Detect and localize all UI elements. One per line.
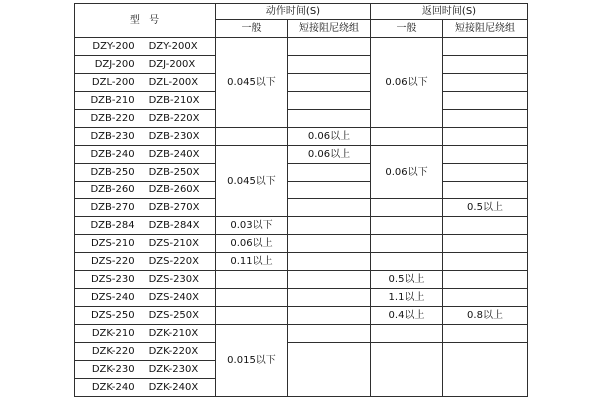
model-name-x: DZK-220X (148, 345, 199, 357)
return-general-cell: 0.06以下 (371, 38, 443, 128)
return-damping-cell (443, 127, 528, 145)
model-cell (75, 325, 216, 343)
model-cell (75, 307, 216, 325)
action-damping-cell (288, 307, 371, 325)
table-row (75, 217, 528, 235)
table-row (75, 199, 528, 217)
model-name: DZK-220 (91, 345, 135, 357)
return-general-cell (371, 217, 443, 235)
model-name-x: DZY-200X (148, 40, 198, 52)
model-name-x: DZJ-200X (148, 58, 196, 70)
model-cell (75, 342, 216, 360)
model-cell (75, 360, 216, 378)
return-damping-cell (443, 145, 528, 163)
action-time-header: 动作时间(S) (216, 4, 371, 20)
model-cell (75, 38, 216, 56)
model-name: DZJ-200 (94, 58, 135, 70)
table-row (75, 181, 528, 199)
return-damping-cell (443, 38, 528, 56)
model-cell (75, 199, 216, 217)
action-damping-cell (288, 181, 371, 199)
return-general-subheader: 一般 (371, 20, 443, 38)
table-row (75, 342, 528, 360)
return-damping-cell: 0.8以上 (443, 307, 528, 325)
model-name: DZK-210 (91, 327, 135, 339)
table-row (75, 271, 528, 289)
action-damping-cell: 0.06以上 (288, 145, 371, 163)
action-general-cell: 0.045以下 (216, 145, 288, 217)
model-name: DZK-230 (91, 363, 135, 375)
model-name-x: DZB-260X (148, 184, 200, 196)
table-row (75, 145, 528, 163)
model-name-x: DZK-240X (148, 381, 199, 393)
table-row (75, 253, 528, 271)
return-general-cell: 0.4以上 (371, 307, 443, 325)
model-name: DZS-220 (90, 256, 135, 268)
action-damping-cell (288, 342, 371, 396)
action-general-cell (216, 127, 288, 145)
model-cell (75, 235, 216, 253)
return-damping-cell (443, 235, 528, 253)
model-name-x: DZB-270X (148, 202, 200, 214)
return-general-cell: 1.1以上 (371, 289, 443, 307)
action-general-cell (216, 307, 288, 325)
action-damping-cell (288, 199, 371, 217)
model-name: DZB-250 (90, 166, 135, 178)
model-name: DZL-200 (91, 76, 135, 88)
model-cell (75, 378, 216, 396)
return-general-cell (371, 325, 443, 343)
model-name: DZB-270 (90, 202, 135, 214)
table-row (75, 73, 528, 91)
model-name: DZB-240 (90, 148, 135, 160)
action-general-cell: 0.11以上 (216, 253, 288, 271)
model-name-x: DZS-250X (148, 310, 200, 322)
model-name-x: DZB-240X (148, 148, 200, 160)
action-general-cell: 0.03以下 (216, 217, 288, 235)
return-general-cell (371, 253, 443, 271)
return-damping-cell: 0.5以上 (443, 199, 528, 217)
return-damping-cell (443, 109, 528, 127)
action-damping-cell (288, 38, 371, 56)
return-damping-cell (443, 289, 528, 307)
model-name: DZB-260 (90, 184, 135, 196)
action-damping-subheader: 短接阻尼绕组 (288, 20, 371, 38)
model-name: DZS-250 (90, 310, 135, 322)
action-damping-cell (288, 253, 371, 271)
return-general-cell (371, 127, 443, 145)
action-damping-cell (288, 325, 371, 343)
model-cell (75, 91, 216, 109)
action-damping-cell (288, 271, 371, 289)
table-row (75, 55, 528, 73)
return-damping-cell (443, 181, 528, 199)
return-damping-cell (443, 271, 528, 289)
model-name-x: DZB-230X (148, 130, 200, 142)
model-cell (75, 289, 216, 307)
model-cell (75, 181, 216, 199)
model-name: DZB-284 (90, 220, 135, 232)
model-cell (75, 163, 216, 181)
return-damping-cell (443, 55, 528, 73)
table-row (75, 91, 528, 109)
table-row (75, 38, 528, 56)
action-damping-cell (288, 235, 371, 253)
action-damping-cell (288, 217, 371, 235)
action-general-cell (216, 271, 288, 289)
table-row (75, 235, 528, 253)
return-damping-cell (443, 217, 528, 235)
action-general-cell: 0.045以下 (216, 38, 288, 128)
model-name: DZS-210 (90, 238, 135, 250)
return-general-cell (371, 342, 443, 396)
return-general-cell (371, 235, 443, 253)
model-cell (75, 145, 216, 163)
return-time-header: 返回时间(S) (371, 4, 528, 20)
model-name: DZB-210 (90, 94, 135, 106)
table-row (75, 163, 528, 181)
model-name-x: DZS-210X (148, 238, 200, 250)
table-body (75, 38, 528, 397)
action-damping-cell (288, 109, 371, 127)
return-damping-cell (443, 73, 528, 91)
model-name-x: DZK-210X (148, 327, 199, 339)
action-damping-cell (288, 55, 371, 73)
model-name-x: DZS-220X (148, 256, 200, 268)
model-cell (75, 271, 216, 289)
model-cell (75, 73, 216, 91)
action-general-cell (216, 289, 288, 307)
action-damping-cell: 0.06以上 (288, 127, 371, 145)
return-damping-subheader: 短接阻尼绕组 (443, 20, 528, 38)
model-name-x: DZB-220X (148, 112, 200, 124)
model-name-x: DZS-230X (148, 274, 200, 286)
model-name-x: DZS-240X (148, 292, 200, 304)
model-name: DZY-200 (92, 40, 135, 52)
model-cell (75, 109, 216, 127)
table-row (75, 307, 528, 325)
action-general-cell: 0.06以上 (216, 235, 288, 253)
action-damping-cell (288, 289, 371, 307)
model-name-x: DZB-250X (148, 166, 200, 178)
action-general-subheader: 一般 (216, 20, 288, 38)
table-row (75, 325, 528, 343)
model-name-x: DZB-284X (148, 220, 200, 232)
table-row (75, 127, 528, 145)
action-damping-cell (288, 73, 371, 91)
model-header-cell: 型 号 (75, 4, 216, 38)
return-damping-cell (443, 91, 528, 109)
relay-timing-table (74, 3, 528, 397)
model-cell (75, 55, 216, 73)
return-damping-cell (443, 325, 528, 343)
model-name: DZB-230 (90, 130, 135, 142)
table-header (75, 4, 528, 38)
action-damping-cell (288, 163, 371, 181)
model-name: DZB-220 (90, 112, 135, 124)
model-name-x: DZL-200X (148, 76, 199, 88)
model-cell (75, 253, 216, 271)
action-damping-cell (288, 91, 371, 109)
action-general-cell: 0.015以下 (216, 325, 288, 397)
return-damping-cell (443, 253, 528, 271)
table-row (75, 109, 528, 127)
table-row (75, 289, 528, 307)
model-cell (75, 217, 216, 235)
return-general-cell (371, 199, 443, 217)
return-damping-cell (443, 163, 528, 181)
model-name: DZK-240 (91, 381, 135, 393)
model-name-x: DZK-230X (148, 363, 199, 375)
model-name: DZS-230 (90, 274, 135, 286)
return-damping-cell (443, 342, 528, 396)
return-general-cell: 0.06以下 (371, 145, 443, 199)
return-general-cell: 0.5以上 (371, 271, 443, 289)
model-name-x: DZB-210X (148, 94, 200, 106)
model-name: DZS-240 (90, 292, 135, 304)
model-cell (75, 127, 216, 145)
